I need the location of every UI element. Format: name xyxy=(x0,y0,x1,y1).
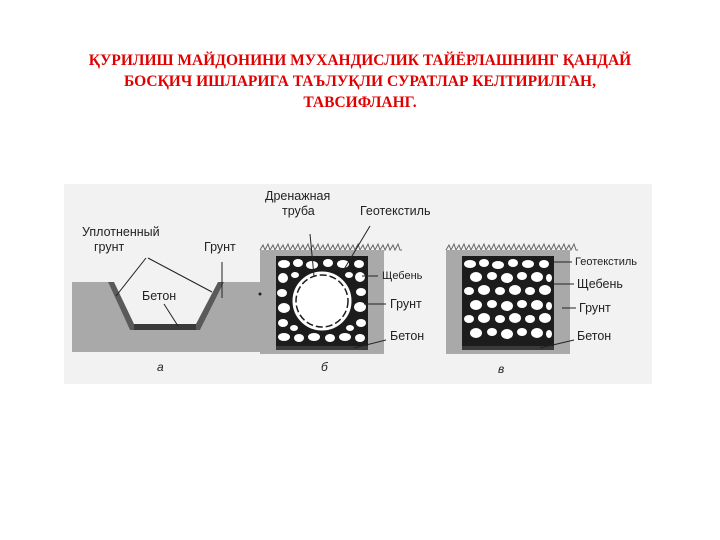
panel-b-label-geotextile: Геотекстиль xyxy=(360,204,431,218)
panel-c-caption: в xyxy=(498,362,505,376)
figure-dot xyxy=(259,293,262,296)
panel-c-label-soil: Грунт xyxy=(579,301,611,315)
figure-svg xyxy=(64,184,652,384)
panel-b-drain-pipe xyxy=(291,270,353,332)
panel-a-label-concrete: Бетон xyxy=(142,289,177,303)
panel-b-label-drain-2: труба xyxy=(282,204,315,218)
panel-a-label-compacted-2: грунт xyxy=(94,240,125,254)
drainage-trench-figure xyxy=(64,184,652,384)
panel-b-label-gravel: Щебень xyxy=(382,270,423,282)
panel-a-concrete-layer xyxy=(134,324,196,330)
slide-title xyxy=(30,50,690,113)
panel-c-label-geotextile: Геотекстиль xyxy=(575,256,638,268)
panel-b-label-concrete: Бетон xyxy=(390,329,425,343)
title-line-2: БОСҚИЧ ИШЛАРИГА ТАЪЛУҚЛИ СУРАТЛАР КЕЛТИРИЛГАН, xyxy=(123,73,596,90)
panel-a-label-soil: Грунт xyxy=(204,240,236,254)
panel-b-label-soil: Грунт xyxy=(390,297,422,311)
panel-c-label-gravel: Щебень xyxy=(577,277,623,291)
panel-c-label-concrete: Бетон xyxy=(577,329,612,343)
panel-a-caption: а xyxy=(157,360,164,374)
title-line-3: ТАВСИФЛАНГ. xyxy=(303,94,417,111)
panel-b-caption: б xyxy=(321,360,328,374)
panel-a-label-compacted-1: Уплотненный xyxy=(82,225,160,239)
panel-b-label-drain-1: Дренажная xyxy=(265,189,331,203)
title-line-1: ҚУРИЛИШ МАЙДОНИНИ МУХАНДИСЛИК ТАЙЁРЛАШНИНГ ҚАНДАЙ xyxy=(88,52,632,69)
